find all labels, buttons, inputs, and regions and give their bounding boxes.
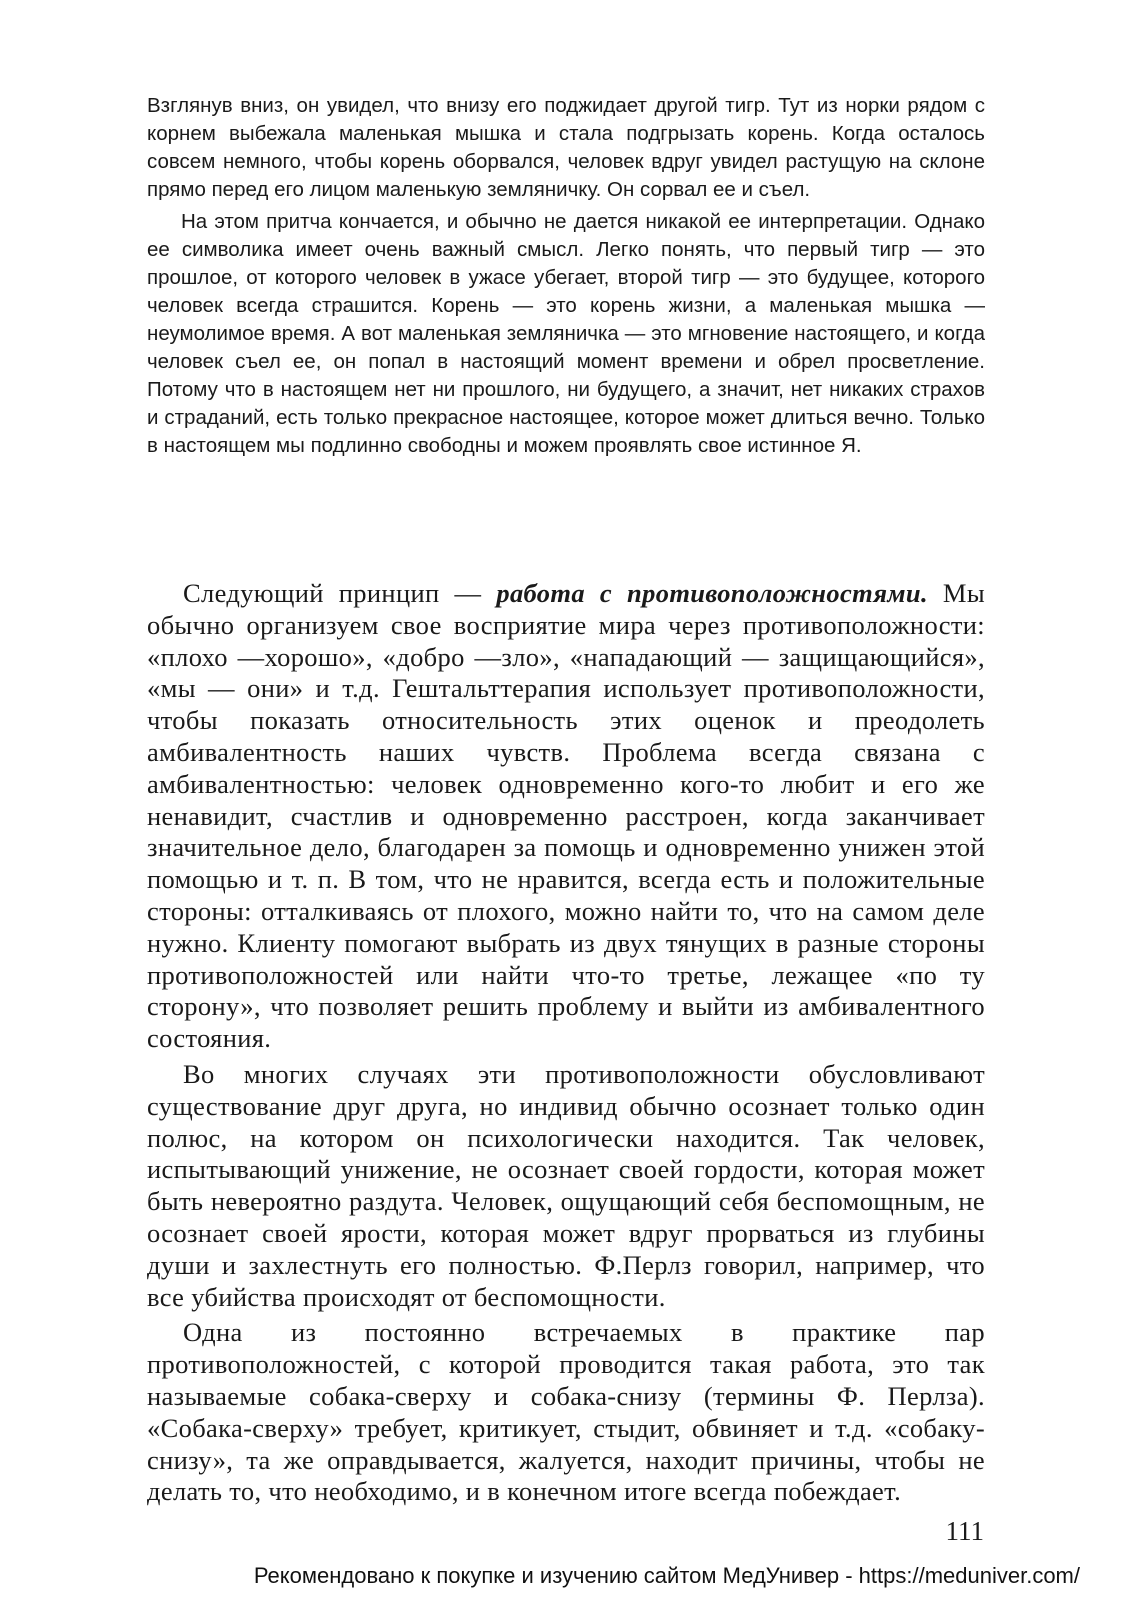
principle-term: работа с противоположностями. <box>496 578 928 608</box>
principle-text: Мы обычно организуем свое восприятие мира через противоположности: «плохо —хорошо», «добро —зло», «нападающий — защищающийся», «мы — они» и т.д. Гештальттерапия использует противоположности, чтобы показать относительность этих оценок и преодолеть амбивалентность наших чувств. Проблема всегда связана с амбивалентностью: человек одновременно кого-то любит и его же ненавидит, счастлив и одновременно расстроен, когда заканчивает значительное дело, благодарен за помощь и одновременно унижен этой помощью и т. п. В том, что не нравится, всегда есть и положительные стороны: отталкиваясь от плохого, можно найти то, что на самом деле нужно. Клиенту помогают выбрать из двух тянущих в разные стороны противоположностей или найти что-то третье, лежащее «по ту сторону», что позволяет решить проблему и выйти из амбивалентного состояния. <box>147 578 985 1054</box>
principle-paragraph <box>147 578 985 1055</box>
parable-block <box>147 92 985 464</box>
polarity-paragraph: Во многих случаях эти противоположности обусловливают существование друг друга, но индивид обычно осознает только один полюс, на котором он психологически находится. Так человек, испытывающий унижение, не осознает своей гордости, которая может быть невероятно раздута. Человек, ощущающий себя беспомощным, не осознает своей ярости, которая может вдруг прорваться из глубины души и захлестнуть его полностью. Ф.Перлз говорил, например, что все убийства происходят от беспомощности. <box>147 1058 985 1312</box>
topdog-underdog-paragraph: Одна из постоянно встречаемых в практике пар противоположностей, с которой проводится такая работа, это так называемые собака-сверху и собака-снизу (термины Ф. Перлза). «Собака-сверху» требует, критикует, стыдит, обвиняет и т.д. «собаку-снизу», та же оправдывается, жалуется, находит причины, чтобы не делать то, что необходимо, и в конечном итоге всегда побеждает. <box>147 1317 985 1507</box>
principle-intro: Следующий принцип — <box>183 578 497 608</box>
parable-interpretation-paragraph: На этом притча кончается, и обычно не дается никакой ее интерпретации. Однако ее символика имеет очень важный смысл. Легко понять, что первый тигр — это прошлое, от которого человек в ужасе убегает, второй тигр — это будущее, которого человек всегда страшится. Корень — это корень жизни, а маленькая мышка — неумолимое время. А вот маленькая земляничка — это мгновение настоящего, и когда человек съел ее, он попал в настоящий момент времени и обрел просветление. Потому что в настоящем нет ни прошлого, ни будущего, а значит, нет никаких страхов и страданий, есть только прекрасное настоящее, которое может длиться вечно. Только в настоящем мы подлинно свободны и можем проявлять свое истинное Я. <box>147 210 985 457</box>
main-text <box>147 578 985 1512</box>
site-watermark: Рекомендовано к покупке и изучению сайтом МедУнивер - https://meduniver.com/ <box>253 1563 1080 1588</box>
page-number: 111 <box>945 1516 984 1546</box>
parable-paragraph: Взглянув вниз, он увидел, что внизу его поджидает другой тигр. Тут из норки рядом с корнем выбежала маленькая мышка и стала подгрызать корень. Когда осталось совсем немного, чтобы корень оборвался, человек вдруг увидел растущую на склоне прямо перед его лицом маленькую земляничку. Он сорвал ее и съел. <box>147 94 985 201</box>
